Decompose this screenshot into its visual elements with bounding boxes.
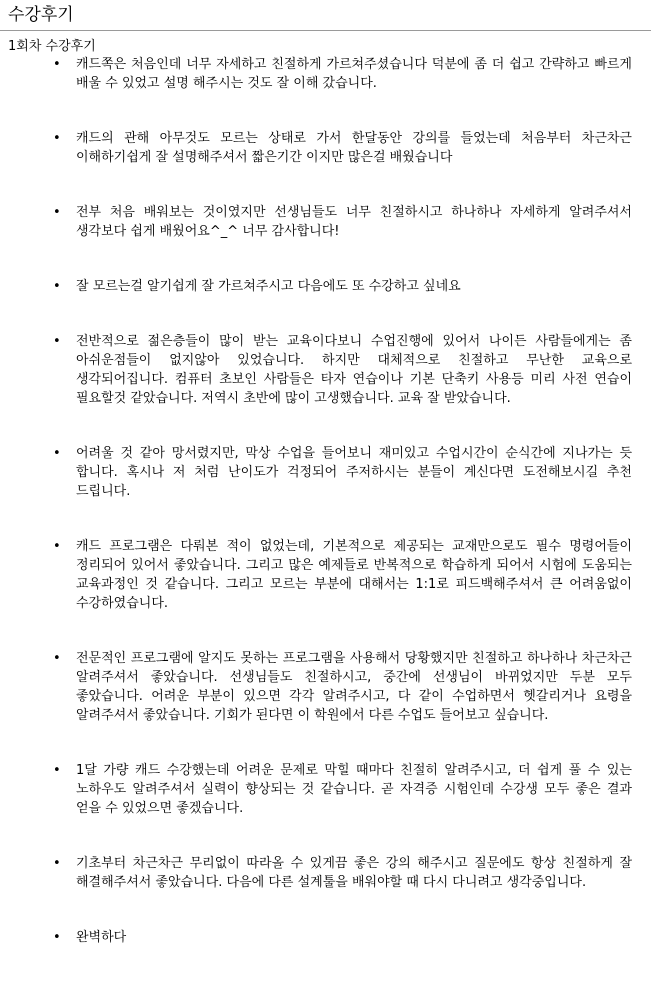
review-item <box>46 55 632 93</box>
review-item <box>46 203 632 241</box>
review-text: 전문적인 프로그램에 알지도 못하는 프로그램을 사용해서 당황했지만 친절하고 하나하나 차근차근 알려주셔서 좋았습니다. 선생님들도 친절하시고, 중간에 선생님이 바뀌었지만 두분 모두 좋았습니다. 어려운 부분이 있으면 각각 알려주시고, 다 같이 수업하면서 헷갈리거나 요령을 알려주셔서 좋았습니다. 기회가 된다면 이 학원에서 다른 수업도 들어보고 싶습니다. <box>76 651 632 723</box>
review-item <box>46 928 632 947</box>
review-item <box>46 444 632 501</box>
title-divider <box>0 30 651 31</box>
bullet-icon: • <box>53 334 61 349</box>
review-text: 캐드 프로그램은 다뤄본 적이 없었는데, 기본적으로 제공되는 교재만으로도 필수 명령어들이 정리되어 있어서 좋았습니다. 그리고 많은 예제들로 반복적으로 학습하게 되어서 시험에 도움되는 교육과정인 것 같습니다. 그리고 모르는 부분에 대해서는 1:1로 피드백해주셔서 큰 어려움없이 수강하였습니다. <box>76 539 632 611</box>
review-text: 캐드의 관해 아무것도 모르는 상태로 가서 한달동안 강의를 들었는데 처음부터 차근차근 이해하기쉽게 잘 설명해주셔서 짧은기간 이지만 많은걸 배웠습니다 <box>76 131 632 165</box>
bullet-icon: • <box>53 279 61 294</box>
bullet-icon: • <box>53 131 61 146</box>
review-text: 기초부터 차근차근 무리없이 따라올 수 있게끔 좋은 강의 해주시고 질문에도 항상 친절하게 잘 해결해주셔서 좋았습니다. 다음에 다른 설계툴을 배워야할 때 다시 다니려고 생각중입니다. <box>76 856 632 890</box>
review-item <box>46 277 632 296</box>
bullet-icon: • <box>53 763 61 778</box>
bullet-icon: • <box>53 57 61 72</box>
review-text: 잘 모르는걸 알기쉽게 잘 가르쳐주시고 다음에도 또 수강하고 싶네요 <box>76 279 461 294</box>
page-title: 수강후기 <box>8 5 74 25</box>
review-item <box>46 761 632 818</box>
review-text: 캐드쪽은 처음인데 너무 자세하고 친절하게 가르쳐주셨습니다 덕분에 좀 더 쉽고 간략하고 빠르게 배울 수 있었고 설명 해주시는 것도 잘 이해 갔습니다. <box>76 57 632 91</box>
review-text: 1달 가량 캐드 수강했는데 어려운 문제로 막힐 때마다 친절히 알려주시고, 더 쉽게 풀 수 있는 노하우도 알려주셔서 실력이 향상되는 것 같습니다. 곧 자격증 시험인데 수강생 모두 좋은 결과 얻을 수 있었으면 좋겠습니다. <box>76 763 632 816</box>
review-item <box>46 129 632 167</box>
review-item <box>46 332 632 408</box>
review-list <box>46 55 632 983</box>
section-heading: 1회차 수강후기 <box>8 39 96 54</box>
bullet-icon: • <box>53 446 61 461</box>
review-item <box>46 537 632 613</box>
bullet-icon: • <box>53 856 61 871</box>
review-item <box>46 854 632 892</box>
review-text: 전부 처음 배워보는 것이였지만 선생님들도 너무 친절하시고 하나하나 자세하게 알려주셔서 생각보다 쉽게 배웠어요^_^ 너무 감사합니다! <box>76 205 632 239</box>
review-text: 어려울 것 같아 망서렸지만, 막상 수업을 들어보니 재미있고 수업시간이 순식간에 지나가는 듯 합니다. 혹시나 저 처럼 난이도가 걱정되어 주저하시는 분들이 계신다면 도전해보시길 추천 드립니다. <box>76 446 632 499</box>
review-text: 완벽하다 <box>76 930 127 945</box>
review-item <box>46 649 632 725</box>
bullet-icon: • <box>53 205 61 220</box>
bullet-icon: • <box>53 539 61 554</box>
bullet-icon: • <box>53 930 61 945</box>
review-text: 전반적으로 젊은층들이 많이 받는 교육이다보니 수업진행에 있어서 나이든 사람들에게는 좀 아쉬운점들이 없지않아 있었습니다. 하지만 대체적으로 친절하고 무난한 교육으로 생각되어집니다. 컴퓨터 초보인 사람들은 타자 연습이나 기본 단축키 사용등 미리 사전 연습이 필요할것 같았습니다. 저역시 초반에 많이 고생했습니다. 교육 잘 받았습니다. <box>76 334 632 406</box>
bullet-icon: • <box>53 651 61 666</box>
